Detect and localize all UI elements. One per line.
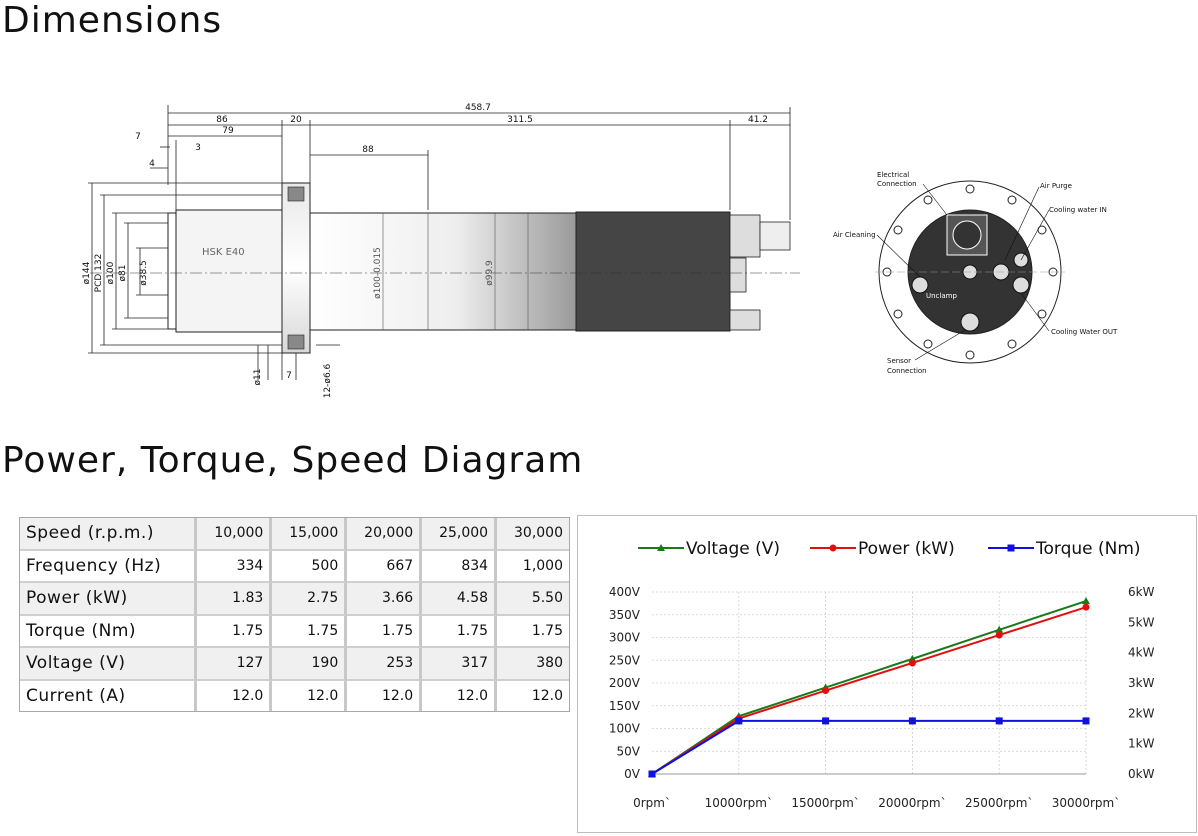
- table-row: [20, 616, 569, 649]
- diagram-heading: Power, Torque, Speed Diagram: [2, 440, 584, 481]
- dim-dia11: ø11: [253, 368, 263, 386]
- dim-pcd: PCD 132: [94, 253, 104, 293]
- table-cell: 380: [497, 648, 569, 681]
- dim-20: 20: [290, 115, 302, 125]
- legend-marker: [1008, 545, 1015, 552]
- y-left-tick-label: 0V: [624, 767, 640, 781]
- data-point: [909, 717, 916, 724]
- table-row: [20, 551, 569, 584]
- y-left-tick-label: 250V: [608, 653, 640, 668]
- dim-4: 4: [149, 159, 155, 169]
- table-cell: 667: [347, 551, 422, 584]
- table-row: [20, 518, 569, 551]
- dim-dia100h: ø100-0.015: [373, 247, 383, 299]
- data-point: [996, 717, 1003, 724]
- dim-41: 41.2: [747, 115, 769, 125]
- dim-holes: 12-ø6.6: [323, 363, 333, 399]
- legend-label: Voltage (V): [686, 539, 781, 559]
- y-left-tick-label: 300V: [608, 630, 640, 645]
- x-tick-label: 10000rpm`: [704, 796, 774, 810]
- table-cell: 1.75: [272, 616, 347, 649]
- table-cell: 12.0: [347, 681, 422, 712]
- table-cell: 334: [197, 551, 272, 584]
- data-point: [909, 659, 916, 666]
- data-point: [1082, 597, 1090, 604]
- row-label: Torque (Nm): [20, 616, 197, 649]
- table-cell: 3.66: [347, 583, 422, 616]
- series-line-0: [652, 601, 1086, 774]
- row-label: Frequency (Hz): [20, 551, 197, 584]
- dimensions-heading: Dimensions: [2, 0, 223, 41]
- data-point: [822, 687, 829, 694]
- label-cooling-in: Cooling water IN: [1049, 206, 1107, 214]
- dim-dia99: ø99.9: [485, 260, 495, 286]
- y-left-tick-label: 100V: [608, 721, 640, 736]
- table-cell: 500: [272, 551, 347, 584]
- dim-dia38: ø38.5: [139, 260, 149, 286]
- table-cell: 317: [422, 648, 497, 681]
- table-cell: 127: [197, 648, 272, 681]
- data-point: [735, 717, 742, 724]
- table-cell: 30,000: [497, 518, 569, 551]
- table-cell: 12.0: [422, 681, 497, 712]
- table-cell: 20,000: [347, 518, 422, 551]
- y-right-tick-label: 2kW: [1128, 706, 1155, 721]
- table-row: [20, 583, 569, 616]
- table-cell: 4.58: [422, 583, 497, 616]
- dim-dia81: ø81: [118, 264, 128, 282]
- data-point: [822, 717, 829, 724]
- table-cell: 1.75: [497, 616, 569, 649]
- data-point: [1083, 717, 1090, 724]
- series-line-1: [652, 607, 1086, 774]
- table-cell: 10,000: [197, 518, 272, 551]
- dim-dia100: ø100: [106, 261, 116, 285]
- dim-7: 7: [135, 132, 141, 142]
- y-left-tick-label: 400V: [608, 585, 640, 599]
- row-label: Speed (r.p.m.): [20, 518, 197, 551]
- hsk-label: HSK E40: [202, 247, 245, 258]
- dim-311: 311.5: [507, 115, 533, 125]
- table-cell: 12.0: [197, 681, 272, 712]
- label-air-cleaning: Air Cleaning: [833, 231, 876, 239]
- dim-3: 3: [195, 143, 201, 153]
- table-cell: 190: [272, 648, 347, 681]
- label-cooling-out: Cooling Water OUT: [1051, 328, 1118, 336]
- dim-total: 458.7: [465, 103, 491, 113]
- table-cell: 25,000: [422, 518, 497, 551]
- dim-7b: 7: [286, 371, 292, 381]
- legend-marker: [830, 545, 837, 552]
- table-row: [20, 681, 569, 712]
- performance-chart: [577, 515, 1197, 833]
- table-cell: 1.75: [347, 616, 422, 649]
- spindle-rear-view: [825, 165, 1155, 380]
- y-left-tick-label: 150V: [608, 698, 640, 713]
- label-sensor-1: Sensor: [887, 357, 911, 365]
- dim-dia144: ø144: [82, 261, 92, 285]
- y-right-tick-label: 3kW: [1128, 676, 1155, 690]
- legend-label: Torque (Nm): [1036, 539, 1141, 559]
- data-point: [649, 771, 656, 778]
- dim-79: 79: [222, 126, 234, 136]
- row-label: Voltage (V): [20, 648, 197, 681]
- label-unclamp: Unclamp: [926, 292, 957, 300]
- table-cell: 2.75: [272, 583, 347, 616]
- data-point: [996, 632, 1003, 639]
- table-cell: 15,000: [272, 518, 347, 551]
- x-tick-label: 20000rpm`: [878, 796, 947, 810]
- label-sensor-2: Connection: [887, 367, 927, 375]
- x-tick-label: 25000rpm`: [964, 796, 1034, 810]
- x-tick-label: 0rpm`: [633, 796, 671, 810]
- spindle-side-view: [0, 95, 820, 405]
- y-right-tick-label: 5kW: [1128, 615, 1155, 630]
- legend-label: Power (kW): [858, 539, 955, 559]
- label-air-purge: Air Purge: [1040, 182, 1072, 190]
- y-right-tick-label: 0kW: [1128, 767, 1155, 781]
- table-cell: 1.75: [422, 616, 497, 649]
- data-point: [1083, 604, 1090, 611]
- y-right-tick-label: 6kW: [1128, 585, 1155, 599]
- row-label: Power (kW): [20, 583, 197, 616]
- x-tick-label: 30000rpm`: [1051, 796, 1121, 810]
- table-cell: 1.83: [197, 583, 272, 616]
- row-label: Current (A): [20, 681, 197, 712]
- table-cell: 834: [422, 551, 497, 584]
- label-electrical-2: Connection: [877, 180, 917, 188]
- table-cell: 1.75: [197, 616, 272, 649]
- table-cell: 5.50: [497, 583, 569, 616]
- dim-86: 86: [216, 115, 228, 125]
- y-right-tick-label: 4kW: [1128, 645, 1155, 660]
- x-tick-label: 15000rpm`: [791, 796, 860, 810]
- dim-88: 88: [362, 145, 374, 155]
- y-left-tick-label: 50V: [616, 744, 640, 759]
- y-left-tick-label: 200V: [608, 676, 640, 690]
- table-cell: 12.0: [272, 681, 347, 712]
- y-right-tick-label: 1kW: [1128, 736, 1155, 751]
- table-row: [20, 648, 569, 681]
- y-left-tick-label: 350V: [608, 607, 640, 622]
- table-cell: 1,000: [497, 551, 569, 584]
- table-cell: 12.0: [531, 687, 563, 704]
- label-electrical-1: Electrical: [877, 171, 910, 179]
- spec-table: [19, 517, 570, 712]
- table-cell: 253: [347, 648, 422, 681]
